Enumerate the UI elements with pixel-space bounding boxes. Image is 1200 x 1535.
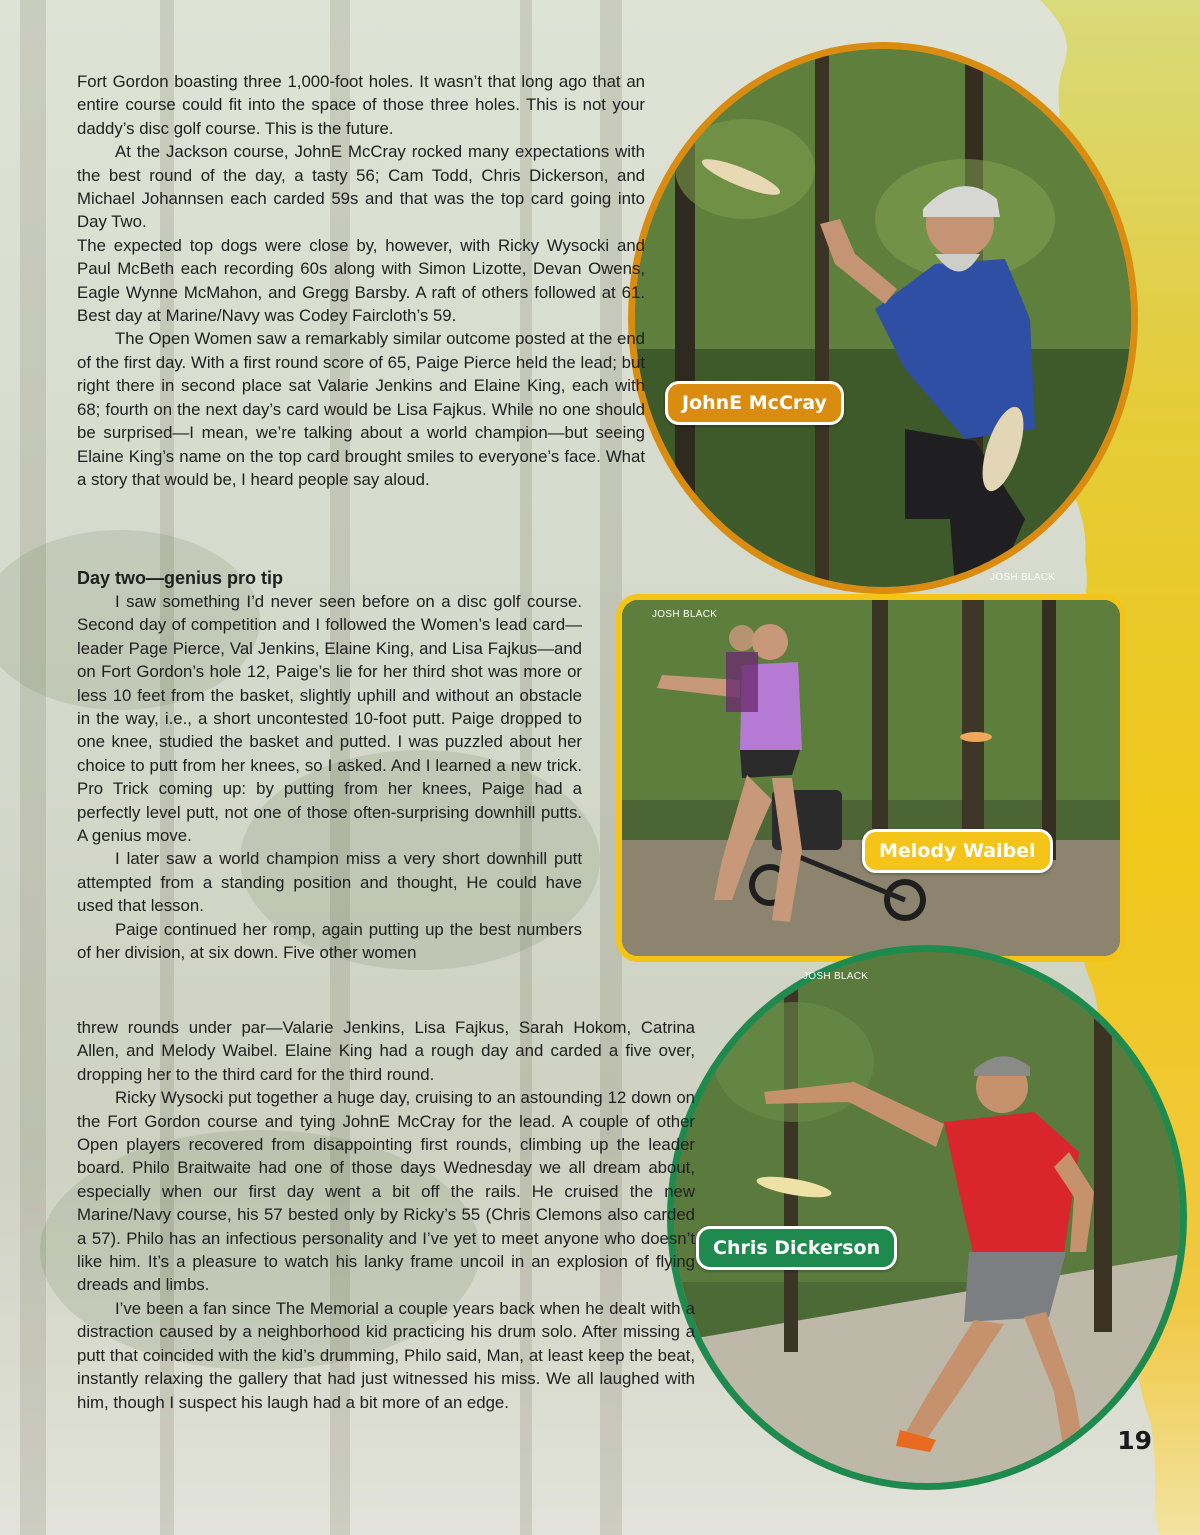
article-paragraph: The expected top dogs were close by, however, with Ricky Wysocki and Paul McBeth each recording 60s along with Simon Lizotte, Devan Owens, Eagle Wynne McMahon, and Gregg Barsby. A raft of others followed at 61. Best day at Marine/Navy was Codey Faircloth’s 59.	[77, 235, 645, 326]
photo-johne-mccray	[628, 42, 1138, 594]
article-paragraph: I later saw a world champion miss a very short downhill putt attempted from a standing position and thought, He could have used that lesson.	[77, 849, 582, 916]
photo-johne-mccray-image	[635, 49, 1138, 594]
photo-chris-dickerson-image	[674, 952, 1187, 1490]
article-paragraph: At the Jackson course, JohnE McCray rocked many expectations with the best round of the day, a tasty 56; Cam Todd, Chris Dickerson, and Michael Johannsen each carded 59s and that was the top card going into Day Two.	[77, 142, 645, 232]
article-paragraph: threw rounds under par—Valarie Jenkins, Lisa Fajkus, Sarah Hokom, Catrina Allen, and Melody Waibel. Elaine King had a rough day and carded a five over, dropping her to the third card for the third round.	[77, 1018, 695, 1084]
article-paragraph: The Open Women saw a remarkably similar outcome posted at the end of the first day. With a first round score of 65, Paige Pierce held the lead; but right there in second place sat Valarie Jenkins and Elaine King, each with 68; fourth on the next day’s card would be Lisa Fajkus. While no one should be surprised—I mean, we’re talking about a world champion—but seeing Elaine King’s name on the top card brought smiles to everyone’s face. What a story that would be, I heard people say aloud.	[77, 329, 645, 489]
photo-chris-dickerson	[667, 945, 1187, 1490]
article-block-1	[77, 70, 645, 491]
credit-melody-waibel: JOSH BLACK	[652, 609, 718, 620]
article-paragraph: Paige continued her romp, again putting up the best numbers of her division, at six down. Five other women	[77, 919, 582, 963]
article-paragraph: Fort Gordon boasting three 1,000-foot holes. It wasn’t that long ago that an entire course could fit into the space of those three holes. This is not your daddy’s disc golf course. This is the future.	[77, 72, 645, 138]
caption-melody-waibel: Melody Waibel	[862, 829, 1053, 873]
caption-chris-dickerson: Chris Dickerson	[696, 1226, 897, 1270]
article-block-2	[77, 566, 582, 965]
article-paragraph: Ricky Wysocki put together a huge day, cruising to an astounding 12 down on the Fort Gordon course and tying JohnE McCray for the lead. A couple of other Open players recovered from disappointing first rounds, climbing up the leader board. Philo Braitwaite had one of those days Wednesday we all dream about, especially when our first day went a bit off the rails. He cruised the new Marine/Navy course, his 57 bested only by Ricky’s 55 (Chris Clemons also carded a 57). Philo has an infectious personality and I’ve yet to meet anyone who doesn’t like him. It’s a pleasure to watch his lanky frame uncoil in an explosion of flying dreads and limbs.	[77, 1088, 695, 1295]
article-paragraph: I saw something I’d never seen before on a disc golf course. Second day of competition and I followed the Women’s lead card—leader Page Pierce, Val Jenkins, Elaine King, and Lisa Fajkus—and on Fort Gordon’s hole 12, Paige’s lie for her third shot was more or less 10 feet from the basket, slightly uphill and without an obstacle in the way, i.e., a short uncontested 10-foot putt. Paige dropped to one knee, studied the basket and putted. I was puzzled about her choice to putt from her knees, so I asked. And I learned a new trick. Pro Trick coming up: by putting from her knees, Paige had a perfectly level putt, not one of those often-surprising downhill putts. A genius move.	[77, 592, 582, 846]
photo-melody-waibel-image	[622, 600, 1126, 962]
page-number: 19	[1117, 1426, 1152, 1455]
photo-melody-waibel	[616, 594, 1126, 962]
caption-johne-mccray: JohnE McCray	[665, 381, 844, 425]
credit-chris-dickerson: JOSH BLACK	[803, 971, 869, 982]
article-block-3	[77, 1016, 695, 1414]
section-heading: Day two—genius pro tip	[77, 568, 284, 588]
article-paragraph: I’ve been a fan since The Memorial a couple years back when he dealt with a distraction caused by a neighborhood kid practicing his drum solo. After missing a putt that coincided with the kid’s drumming, Philo said, Man, at least keep the beat, instantly relaxing the gallery that had just witnessed his miss. We all laughed with him, though I suspect his laugh had a bit more of an edge.	[77, 1298, 695, 1412]
credit-johne-mccray: JOSH BLACK	[990, 572, 1056, 583]
